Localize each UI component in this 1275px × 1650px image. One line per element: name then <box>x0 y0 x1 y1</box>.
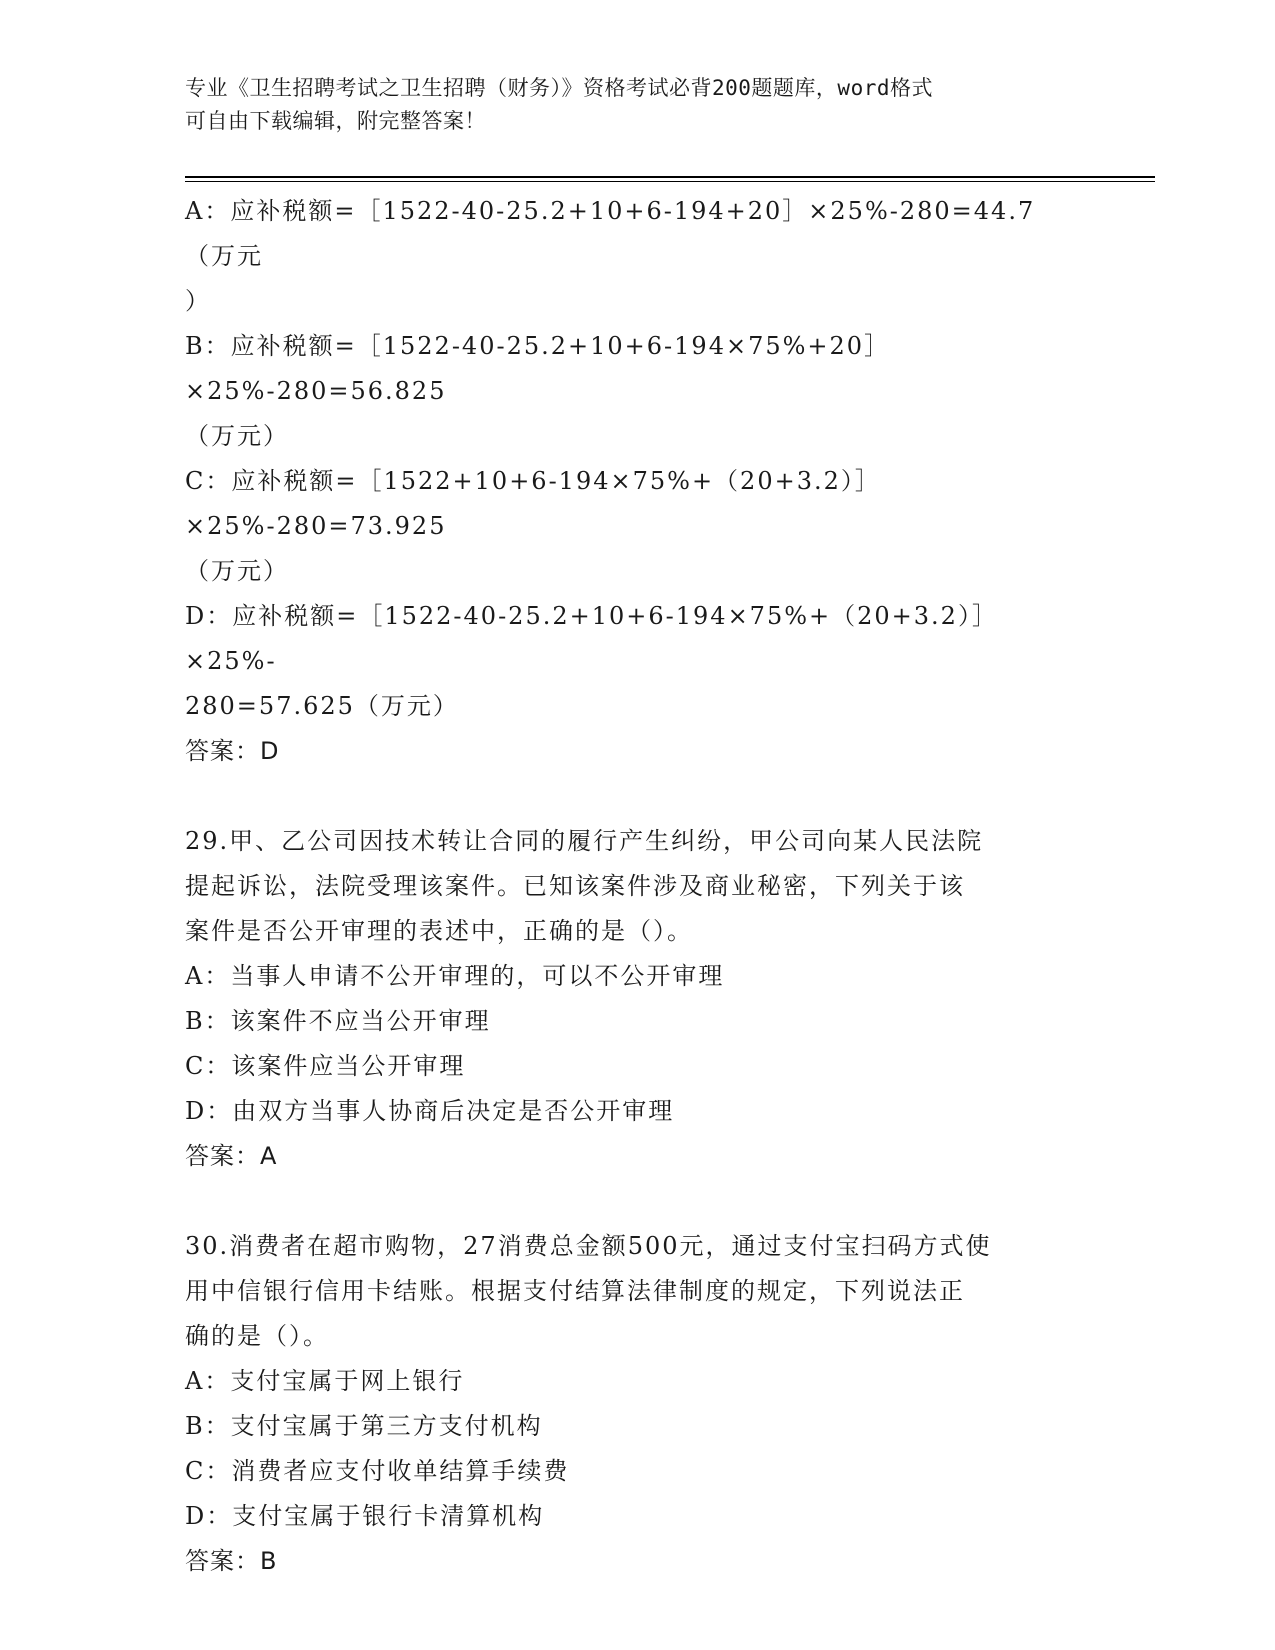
option-b: B：支付宝属于第三方支付机构 <box>185 1412 543 1440</box>
question-text-line: 30.消费者在超市购物，27消费总金额500元，通过支付宝扫码方式使 <box>185 1232 992 1260</box>
option-c-cont: （万元） <box>185 557 289 585</box>
option-b: B：该案件不应当公开审理 <box>185 1007 491 1035</box>
option-d: D：应补税额=［1522-40-25.2+10+6-194×75%+（20+3.2）］×25%- <box>185 602 998 675</box>
document-header <box>185 72 1065 138</box>
option-b-cont: （万元） <box>185 422 289 450</box>
question-30-block <box>185 1224 1085 1584</box>
option-d: D：由双方当事人协商后决定是否公开审理 <box>185 1097 675 1125</box>
question-text-line: 确的是（）。 <box>185 1322 329 1350</box>
answer: 答案：B <box>185 1547 278 1575</box>
question-text-line: 案件是否公开审理的表述中，正确的是（）。 <box>185 917 693 945</box>
question-text-line: 提起诉讼，法院受理该案件。已知该案件涉及商业秘密，下列关于该 <box>185 872 965 900</box>
option-a: A：支付宝属于网上银行 <box>185 1367 465 1395</box>
option-a-cont: ） <box>185 287 211 315</box>
option-c: C：应补税额=［1522+10+6-194×75%+（20+3.2）］×25%-280=73.925 <box>185 467 881 540</box>
option-b: B：应补税额=［1522-40-25.2+10+6-194×75%+20］×25%-280=56.825 <box>185 332 891 405</box>
question-29-block <box>185 819 1085 1179</box>
document-body <box>185 189 1085 1584</box>
option-c: C：消费者应支付收单结算手续费 <box>185 1457 570 1485</box>
question-text-line: 29.甲、乙公司因技术转让合同的履行产生纠纷，甲公司向某人民法院 <box>185 827 984 855</box>
option-a: A：当事人申请不公开审理的，可以不公开审理 <box>185 962 725 990</box>
question-28-block <box>185 189 1085 774</box>
option-c: C：该案件应当公开审理 <box>185 1052 466 1080</box>
spacer <box>185 1179 1085 1224</box>
question-text-line: 用中信银行信用卡结账。根据支付结算法律制度的规定，下列说法正 <box>185 1277 965 1305</box>
answer: 答案：D <box>185 737 280 765</box>
option-a: A：应补税额=［1522-40-25.2+10+6-194+20］×25%-280=44.7（万元 <box>185 197 1036 270</box>
option-d-cont: 280=57.625（万元） <box>185 692 459 720</box>
header-line-2: 可自由下载编辑，附完整答案！ <box>185 109 486 133</box>
option-d: D：支付宝属于银行卡清算机构 <box>185 1502 545 1530</box>
header-divider-thick <box>185 176 1155 178</box>
header-divider-thin <box>185 181 1155 182</box>
spacer <box>185 774 1085 819</box>
answer: 答案：A <box>185 1142 278 1170</box>
header-line-1: 专业《卫生招聘考试之卫生招聘（财务）》资格考试必背200题题库，word格式 <box>185 76 933 100</box>
